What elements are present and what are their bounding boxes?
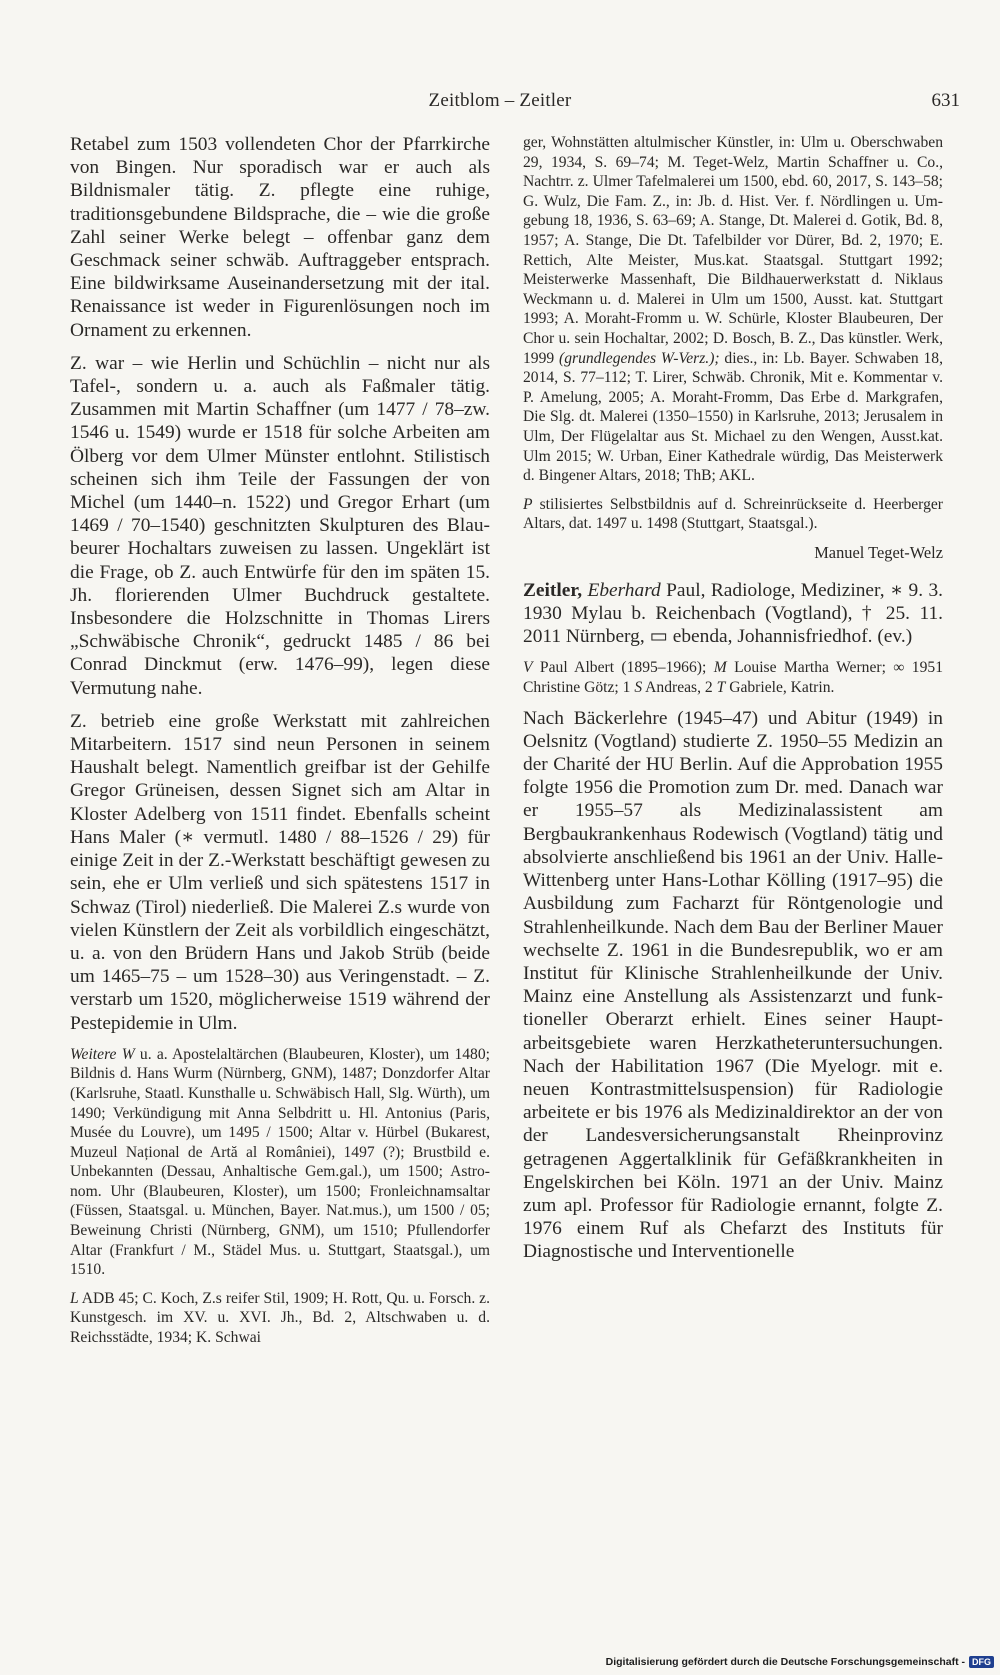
portrait-note — [523, 495, 943, 534]
entry-given-name: Eberhard — [587, 579, 661, 601]
left-column — [70, 133, 490, 1357]
mother-text: Louise Martha Werner; ∞ 1951 Christine Götz; 1 — [523, 659, 943, 697]
digitization-footer — [606, 1656, 994, 1668]
mother-label: M — [713, 659, 727, 677]
works-text: u. a. Apostelaltärchen (Blaubeuren, Kloster), um 1480; Bildnis d. Hans Wurm (Nürnberg, GNM), 1487; Donzdorfer Altar (Karlsruhe, Staatl. Kunsthalle u. Schwäbisch Hall, Slg. Würth), um 1490; Verkündigung mit Anna Selbdritt u. Hl. Antonius (Paris, Musée du Louvre), um 1495 / 1500; Altar v. Hürbel (Bukarest, Muzeul Național de Artă al României), 1497 (?); Brustbild e. Unbekannten (Dessau, Anhaltische Gem.gal.), um 1500; Astronom. Uhr (Blaubeuren, Kloster), um 1500; Fronleichnamsaltar (Füssen, Staatsgal. u. München, Bayer. Nat.mus.), um 1500 / 05; Beweinung Christi (Nürnberg, GNM), um 1510; Pfullendorfer Altar (Frankfurt / M., Städel Mus. u. Stuttgart, Staatsgal.), um 1510. — [70, 1045, 490, 1279]
family-note — [523, 658, 943, 697]
page-number: 631 — [931, 90, 960, 111]
paragraph: Z. betrieb eine große Werkstatt mit zahlreichen Mitarbeitern. 1517 sind neun Personen in seinem Haushalt belegt. Namentlich greifbar ist der Gehilfe Gregor Grüneisen, dessen Signet sich am Altar in Kloster Adelberg von 1511 findet. Ebenfalls scheint Hans Maler (∗ vermutl. 1480 / 88–1526 / 29) für einige Zeit in der Z.-Werkstatt beschäftigt gewesen zu sein, ehe er Ulm verließ und sich spätestens 1517 in Schwaz (Tirol) niederließ. Die Malerei Z.s wurde von vielen Künstlern der Zeit als vorbildlich eingeschätzt, u. a. von den Brüdern Hans und Jakob Strüb (beide um 1465–75 – um 1528–30) aus Veringenstadt. – Z. verstarb um 1520, möglicherweise 1519 während der Pestepidemie in Ulm. — [70, 710, 490, 1034]
works-label: Weitere W — [70, 1045, 135, 1063]
literature-list — [70, 1289, 490, 1348]
entry-surname: Zeitler, — [523, 579, 583, 601]
father-label: V — [523, 659, 533, 677]
literature-text: dies., in: Lb. Bayer. Schwaben 18, 2014, S. 77–112; T. Lirer, Schwäb. Chronik, Mit e. Kommentar v. P. Amelung, 2005; A. Moraht-Fromm, Das Erbe d. Markgrafen, Die Slg. dt. Malerei (1350–1550) in Karlsruhe, 2013; Jerusalem in Ulm, Der Flügelaltar aus St. Michael zu den Wengen, Ausst.kat. Ulm 2015; W. Urban, Einer Kathedrale würdig, Das Meisterwerk d. Bingener Altars, 2018; ThB; AKL. — [523, 349, 943, 485]
dfg-logo: DFG — [969, 1656, 994, 1668]
daughter-label: T — [716, 679, 726, 697]
right-column — [523, 133, 943, 1274]
portrait-text: stilisiertes Selbstbildnis auf d. Schreinrückseite d. Heerberger Altars, dat. 1497 u. 1498 (Stuttgart, Staatsgal.). — [523, 495, 943, 533]
son-label: S — [634, 679, 643, 697]
literature-italic-note: (grundlegendes W-Verz.); — [559, 349, 720, 367]
literature-label: L — [70, 1289, 79, 1307]
author-signature: Manuel Teget-Welz — [814, 542, 943, 562]
biography-paragraph: Nach Bäckerlehre (1945–47) und Abitur (1949) in Oelsnitz (Vogtland) studierte Z. 1950–55 Medizin an der Charité der HU Berlin. Auf die Approbation 1955 folgte 1956 die Promotion zum Dr. med. Danach war er 1955–57 als Medizinalassistent am Bergbaukrankenhaus Rodewisch (Vogtland) tätig und absolvierte anschließend bis 1961 an der Univ. Halle-Wittenberg unter Hans-Lothar Kölling (1917–95) die Ausbildung zum Facharzt für Röntgenologie und Strahlenheilkunde. Nach dem Bau der Berliner Mauer wechselte Z. 1961 in die Bundesrepublik, wo er am Institut für Klinische Strahlenheilkunde der Univ. Mainz eine Anstellung als Assistenzarzt und funktioneller Oberarzt erhielt. Eines seiner Hauptarbeitsgebiete waren Herzkatheteruntersuchungen. Nach der Habilitation 1967 (Die Myelogr. mit e. neuen Kontrastmittelsuspension) für Radiologie arbeitete er bis 1976 als Medizinaldirektor an der von der Landesversicherungsanstalt Rheinprovinz getragenen Aggertalklinik für Gefäßkrankheiten in Engelskirchen bei Köln. 1971 an der Univ. Mainz zum apl. Professor für Radiologie ernannt, folgte Z. 1976 einem Ruf als Chefarzt des Instituts für Diagnostische und Interventionelle — [523, 707, 943, 1263]
running-header: Zeitblom – Zeitler — [428, 90, 572, 111]
portrait-label: P — [523, 495, 533, 513]
works-list — [70, 1045, 490, 1280]
son-text: Andreas, 2 — [642, 679, 717, 697]
entry-details: Paul, Radiologe, Mediziner, ∗ 9. 3. 1930 Mylau b. Reichenbach (Vogtland), † 25. 11. 2011 Nürnberg, ▭ ebenda, Johannisfriedhof. (ev.) — [523, 579, 943, 648]
footer-text: Digitalisierung gefördert durch die Deutsche Forschungsgemeinschaft - — [605, 1656, 965, 1668]
paragraph: Retabel zum 1503 vollendeten Chor der Pfarrkirche von Bingen. Nur sporadisch war er auch als Bildnismaler tätig. Z. pflegte eine ruhige, traditionsgebundene Bildsprache, die – wie die große Zahl seiner Werke belegt – offenbar ganz dem Geschmack seiner schwäb. Auftraggeber entsprach. Eine bildwirksame Auseinandersetzung mit der ital. Renaissance ist weder in Figurenlösungen noch im Ornament zu erkennen. — [70, 134, 490, 341]
literature-continued — [523, 133, 943, 486]
daughter-text: Gabriele, Katrin. — [725, 679, 835, 697]
father-text: Paul Albert (1895–1966); — [532, 659, 714, 677]
literature-text: ger, Wohnstätten altulmischer Künstler, in: Ulm u. Oberschwaben 29, 1934, S. 69–74; M. Teget-Welz, Martin Schaffner u. Co., Nachtrr. z. Ulmer Tafelmalerei um 1500, ebd. 60, 2017, S. 143–58; G. Wulz, Die Fam. Z., in: Jb. d. Hist. Ver. f. Nördlingen u. Umgebung 18, 1936, S. 63–69; A. Stange, Dt. Malerei d. Gotik, Bd. 8, 1957; A. Stange, Die Dt. Tafelbilder vor Dürer, Bd. 2, 1970; E. Rettich, Alte Meister, Mus.kat. Staatsgal. Stuttgart 1992; Meisterwerke Massenhaft, Die Bildhauerwerkstatt d. Niklaus Weckmann u. d. Malerei in Ulm um 1500, Ausst. kat. Stuttgart 1993; A. Moraht-Fromm u. W. Schürle, Kloster Blaubeuren, Der Chor u. sein Hochaltar, 2002; D. Bosch, B. Z., Das künstler. Werk, 1999 — [523, 134, 943, 367]
literature-text: ADB 45; C. Koch, Z.s reifer Stil, 1909; H. Rott, Qu. u. Forsch. z. Kunstgesch. im XV. u. XVI. Jh., Bd. 2, Altschwaben u. d. Reichsstädte, 1934; K. Schwai — [70, 1289, 490, 1347]
entry-heading — [523, 579, 943, 649]
paragraph: Z. war – wie Herlin und Schüchlin – nicht nur als Tafel-, sondern u. a. auch als Faßmaler tätig. Zusammen mit Martin Schaffner (um 1477 / 78–zw. 1546 u. 1549) wurde er 1518 für solche Arbeiten am Ölberg vor dem Ulmer Münster entlohnt. Stilistisch scheinen sich ihm Teile der Fassungen der von Michel (um 1440–n. 1522) und Gregor Erhart (um 1469 / 70–1540) geschnitzten Skulpturen des Blaubeurer Hochaltars zuweisen zu lassen. Ungeklärt ist die Frage, ob Z. auch Entwürfe für den im späten 15. Jh. florierenden Ulmer Buchdruck gestaltete. Insbesondere die Holzschnitte in Thomas Lirers „Schwäbische Chronik“, gedruckt 1485 / 86 bei Conrad Dinckmut (erw. 1476–99), legen diese Vermutung nahe. — [70, 352, 490, 699]
